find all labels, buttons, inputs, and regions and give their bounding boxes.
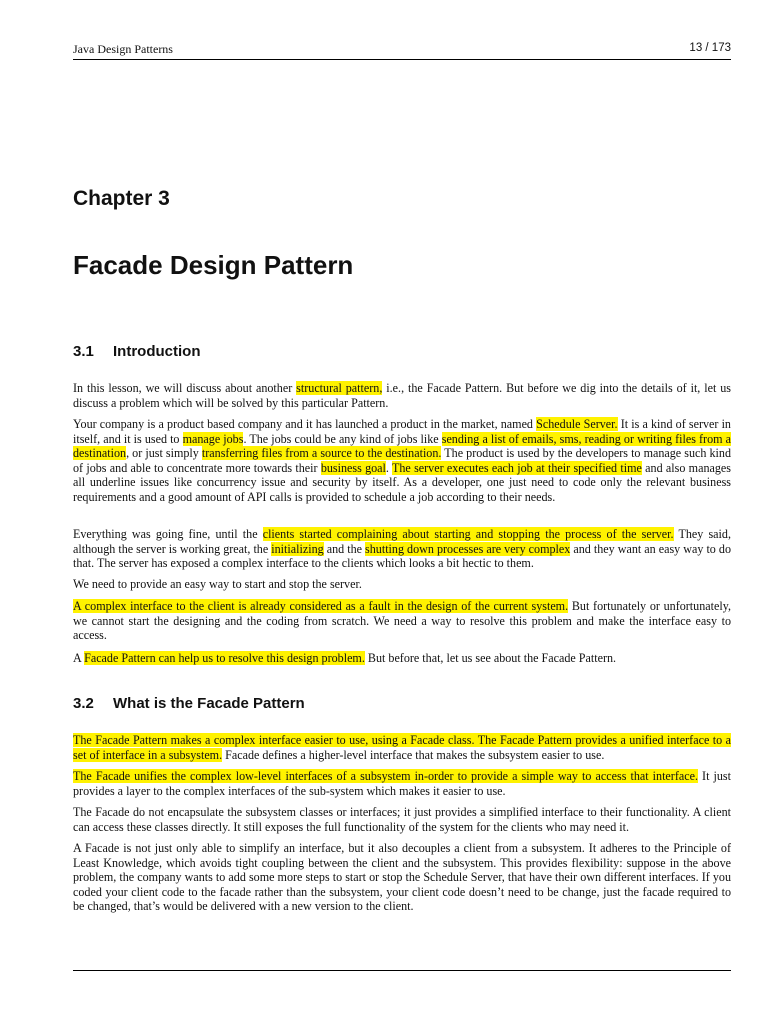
highlighted-text: shutting down processes are very complex [365,541,571,556]
text-run: It just provides a layer to the complex interfaces of the sub-system which makes it easier to use. [73,769,731,798]
highlighted-text: Schedule Server. [536,417,618,431]
text-run: Facade defines a higher-level interface that makes the subsystem easier to use. [222,747,605,762]
text-run: A [73,651,85,665]
text-run: In this lesson, we will discuss about another [73,381,297,395]
highlighted-text: The Facade Pattern makes a complex interface easier to use, using a Facade class. The Facade Pattern provides a unified interface to a set of interface in a subsystem. [73,733,731,762]
text-run: . [385,460,392,475]
highlighted-text: structural pattern, [296,381,383,395]
text-run: and the [323,541,366,556]
text-run: The Facade do not encapsulate the subsystem classes or interfaces; it just provides a simplified interface to their functionality. A client can access these classes directly. It still exposes the full functionality of the system for the clients who may need it. [73,805,731,834]
text-run: But before that, let us see about the Facade Pattern. [364,651,617,665]
section-heading-introduction [73,343,200,360]
paragraph [73,805,731,834]
highlighted-text: manage jobs [182,431,244,446]
paragraph [73,417,731,505]
chapter-title: Facade Design Pattern [73,250,354,280]
highlighted-text: clients started complaining about starting and stopping the process of the server. [262,527,674,541]
paragraph [73,599,731,643]
highlighted-text: Facade Pattern can help us to resolve this design problem. [84,651,365,665]
text-run: The product is used by the developers to manage such kind of jobs and able to concentrate more towards their [73,446,731,475]
text-run: Everything was going fine, until the [73,527,263,541]
header-page-number: 13 / 173 [689,42,731,54]
section-title: What is the Facade Pattern [113,695,305,712]
header-book-title: Java Design Patterns [73,42,173,56]
text-run: , or just simply [126,446,202,461]
running-header [73,42,731,60]
paragraph [73,733,731,762]
footer-rule [73,970,731,971]
text-run: . The jobs could be any kind of jobs like [243,431,442,446]
paragraph [73,527,731,571]
highlighted-text: The Facade unifies the complex low-level interfaces of a subsystem in-order to provide a simple way to access that interface. [73,769,698,783]
text-run: A Facade is not just only able to simplify an interface, but it also decouples a client from a subsystem. It adheres to the Principle of Least Knowledge, which avoids tight coupling between the client and the subsystem. This provides flexibility: suppose in the above problem, the company wants to add some more steps to start or stop the Schedule Server, that have their own different interfaces. If you coded your client code to the facade rather than the subsystem, your client code doesn’t need to be change, just the facade required to be changed, that’s would be delivered with a new version to the client. [73,841,731,914]
section-title: Introduction [113,343,201,360]
paragraph [73,769,731,798]
section-number: 3.2 [73,695,94,712]
text-run: Your company is a product based company and it has launched a product in the market, named [73,417,537,431]
highlighted-text: sending a list of emails, sms, reading or writing files from a destination [73,431,731,461]
text-run: We need to provide an easy way to start and stop the server. [73,577,362,591]
paragraph [73,577,731,592]
highlighted-text: business goal [320,460,386,475]
section-number: 3.1 [73,343,94,360]
highlighted-text: initializing [271,541,324,556]
paragraph [73,651,731,666]
paragraph [73,841,731,914]
text-run: But fortunately or unfortunately, we cannot start the designing and the coding from scratch. We need a way to resolve this problem and make the interface easy to access. [73,599,732,643]
text-run: and they want an easy way to do that. The server has exposed a complex interface to the clients which looks a bit hectic to them. [73,541,731,571]
text-run: i.e., the Facade Pattern. But before we dig into the details of it, let us discuss a problem which will be solved by this particular Pattern. [73,381,732,410]
text-run: and also manages all underline issues like concurrency issue and security by itself. As a developer, one just need to code only the relevant business requirements and a good amount of API calls is provided to schedule a job according to their needs. [73,460,731,504]
text-run: It is a kind of server in itself, and it is used to [73,417,731,446]
section-heading-what-is-facade [73,695,305,712]
highlighted-text: A complex interface to the client is already considered as a fault in the design of the current system. [73,599,569,613]
highlighted-text: transferring files from a source to the destination. [201,446,442,461]
chapter-label: Chapter 3 [73,187,170,210]
text-run: They said, although the server is working great, the [73,527,731,556]
highlighted-text: The server executes each job at their specified time [392,460,642,475]
paragraph [73,381,731,410]
